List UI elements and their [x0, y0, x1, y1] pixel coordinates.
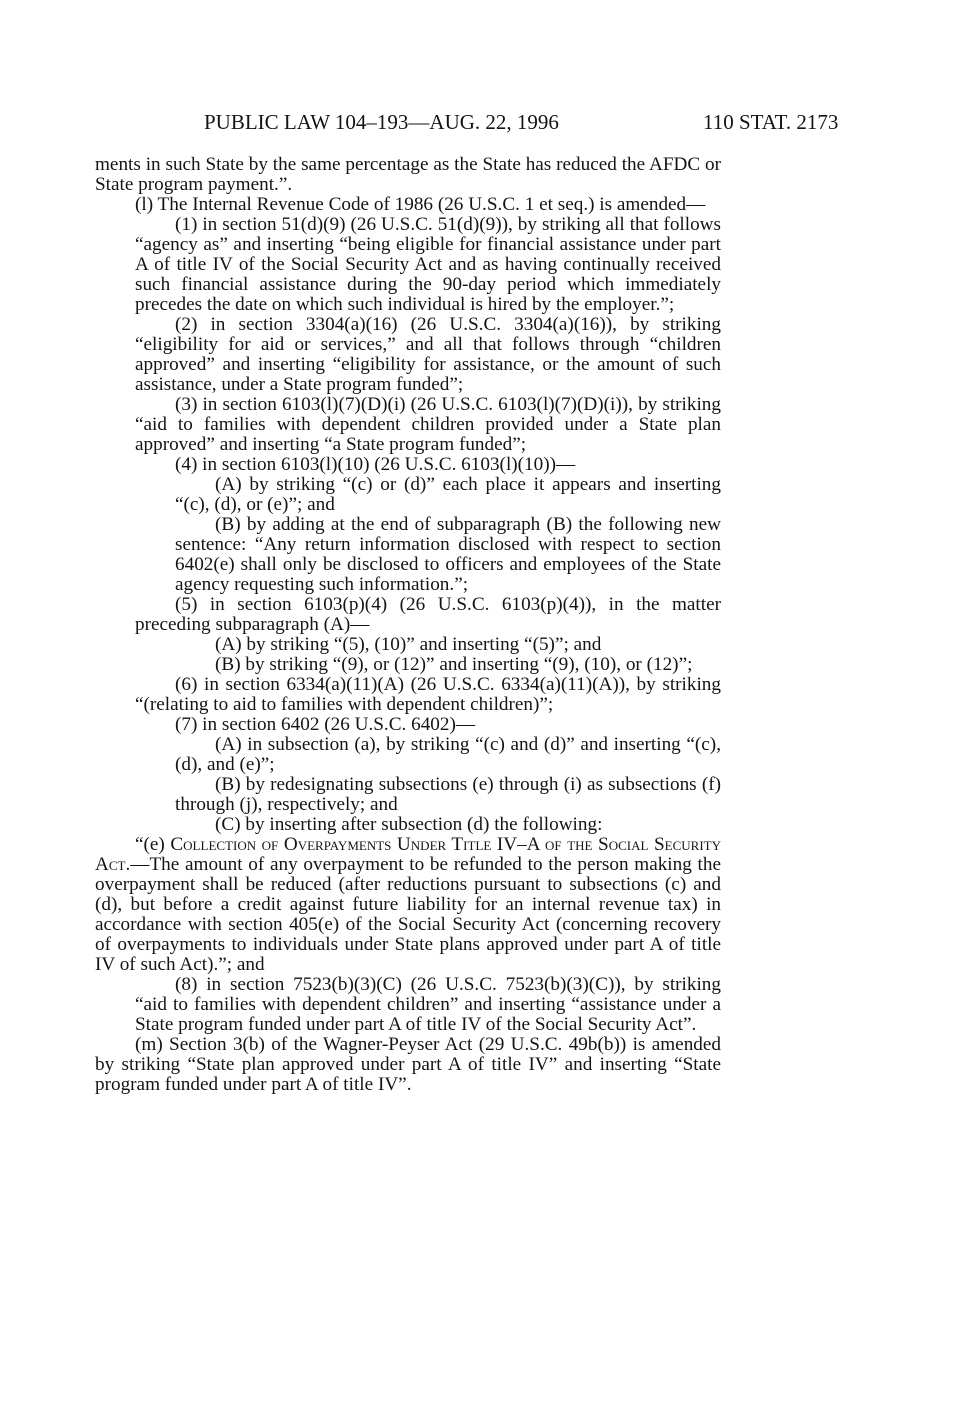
paragraph-continued: ments in such State by the same percentage as the State has reduced the AFDC or State program payment.”.	[95, 154, 721, 195]
subsection-e-heading: Collection of Overpayments Under Title IV–A of the Social Security Act.	[95, 834, 721, 875]
paragraph-l-5: (5) in section 6103(p)(4) (26 U.S.C. 6103(p)(4)), in the matter preceding subparagraph (A)—	[135, 594, 721, 635]
paragraph-l-3: (3) in section 6103(l)(7)(D)(i) (26 U.S.C. 6103(l)(7)(D)(i)), by striking “aid to families with dependent children provided under a State plan approved” and inserting “a State program funded”;	[135, 394, 721, 455]
paragraph-l-5-b: (B) by striking “(9), or (12)” and inserting “(9), (10), or (12)”;	[215, 654, 693, 675]
subsection-e-number: “(e)	[135, 834, 165, 855]
paragraph-inserted-subsection-e	[95, 835, 721, 975]
paragraph-l-2: (2) in section 3304(a)(16) (26 U.S.C. 3304(a)(16)), by striking “eligibility for aid or services,” and all that follows through “children approved” and inserting “eligibility for assistance, or the amount of such assistance, under a State program funded”;	[135, 314, 721, 395]
paragraph-l-4-a: (A) by striking “(c) or (d)” each place it appears and inserting “(c), (d), or (e)”; and	[175, 474, 721, 515]
paragraph-l-7: (7) in section 6402 (26 U.S.C. 6402)—	[175, 714, 476, 735]
paragraph-m: (m) Section 3(b) of the Wagner-Peyser Act (29 U.S.C. 49b(b)) is amended by striking “State plan approved under part A of title IV” and inserting “State program funded under part A of title IV”.	[95, 1034, 721, 1095]
paragraph-l-8: (8) in section 7523(b)(3)(C) (26 U.S.C. 7523(b)(3)(C)), by striking “aid to families with dependent children” and inserting “assistance under a State program funded under part A of title IV of the Social Security Act”.	[135, 974, 721, 1035]
paragraph-l-7-b: (B) by redesignating subsections (e) through (i) as subsections (f) through (j), respectively; and	[175, 774, 721, 815]
paragraph-l-4: (4) in section 6103(l)(10) (26 U.S.C. 6103(l)(10))—	[175, 454, 576, 475]
paragraph-l-4-b: (B) by adding at the end of subparagraph (B) the following new sentence: “Any return information disclosed with respect to section 6402(e) shall only be disclosed to officers and employees of the State agency requesting such information.”;	[175, 514, 721, 595]
paragraph-l-1: (1) in section 51(d)(9) (26 U.S.C. 51(d)(9)), by striking all that follows “agency as” and inserting “being eligible for financial assistance under part A of title IV of the Social Security Act and as having continually received such financial assistance during the 90-day period which immediately precedes the date on which such individual is hired by the employer.”;	[135, 214, 721, 315]
header-stat-citation: 110 STAT. 2173	[703, 110, 839, 134]
paragraph-l-6: (6) in section 6334(a)(11)(A) (26 U.S.C. 6334(a)(11)(A)), by striking “(relating to aid to families with dependent children)”;	[135, 674, 721, 715]
body-text	[95, 155, 721, 1095]
paragraph-l: (l) The Internal Revenue Code of 1986 (26 U.S.C. 1 et seq.) is amended—	[135, 194, 706, 215]
running-head	[0, 107, 956, 137]
header-title: PUBLIC LAW 104–193—AUG. 22, 1996	[204, 110, 559, 134]
paragraph-l-7-c: (C) by inserting after subsection (d) the following:	[215, 814, 603, 835]
paragraph-l-7-a: (A) in subsection (a), by striking “(c) and (d)” and inserting “(c), (d), and (e)”;	[175, 734, 721, 775]
subsection-e-text: —The amount of any overpayment to be refunded to the person making the overpayment shall be reduced (after reductions pursuant to subsections (c) and (d), but before a credit against future liability for an internal revenue tax) in accordance with section 405(e) of the Social Security Act (concerning recovery of overpayments to individuals under State plans approved under part A of title IV of such Act).”; and	[95, 854, 721, 975]
paragraph-l-5-a: (A) by striking “(5), (10)” and inserting “(5)”; and	[215, 634, 602, 655]
